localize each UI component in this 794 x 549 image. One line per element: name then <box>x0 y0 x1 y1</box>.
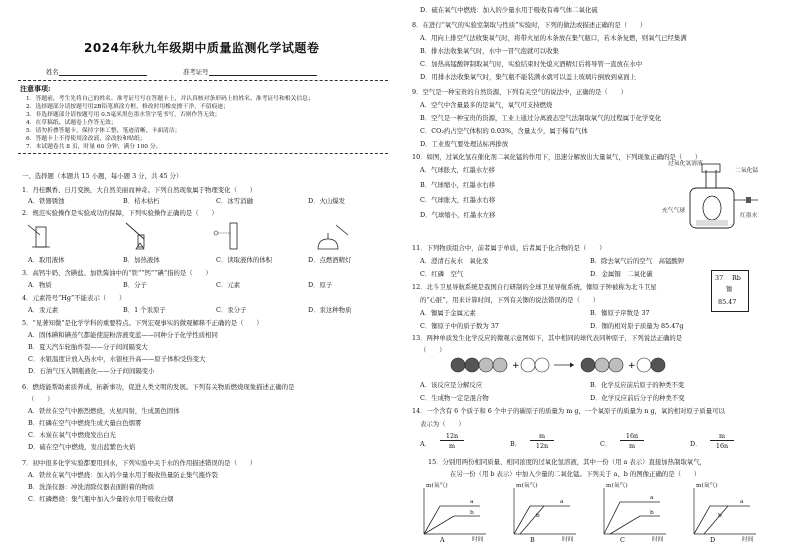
left-column <box>18 0 393 549</box>
option[interactable]: D．点燃酒精灯 <box>308 256 352 264</box>
question-stem-cont: 在另一份（用 b 表示）中加入少量的二氧化锰。下列关于 a、b 的图像正确的是（ ） <box>450 470 701 478</box>
section-heading: 一、选择题（本题共 15 小题，每小题 3 分，共 45 分） <box>22 172 183 180</box>
option[interactable]: D．工业废气要处理达标再排放 <box>420 140 509 148</box>
option-c[interactable]: C． <box>600 440 612 448</box>
option[interactable]: D．汞这种物质 <box>308 306 352 314</box>
notice-item: 2．选择题部分请按题号用2B铅笔填涂方框，修改时用橡皮擦干净，不留痕迹； <box>26 104 229 110</box>
option[interactable]: A．铁丝在空气中剧烈燃烧，火星四射，生成黑色固体 <box>28 407 180 415</box>
question-stem: 5．“见著知微”是化学学科的重要特点。下列宏观事实的微观解释不正确的是（ ） <box>22 319 263 327</box>
option[interactable]: C．CO₂约占空气体积的 0.03%，含量太少，属于稀有气体 <box>420 127 588 135</box>
element-name: 铷 <box>726 285 733 293</box>
fraction-denominator: m <box>628 442 636 450</box>
option[interactable]: A．铁器锈蚀 <box>28 197 65 205</box>
option[interactable]: D．硫在氧气中燃烧：加入的少量水用于吸收有毒气体二氧化硫 <box>420 6 598 14</box>
notice-title: 注意事项: <box>20 84 51 93</box>
lab-operation-figures <box>18 221 388 253</box>
notice-item: 7．本试题卷共 8 页，时量 60 分钟，满分 100 分。 <box>26 144 162 150</box>
option[interactable]: C．水银温度计放入热水中，水银柱升高——原子体积受热变大 <box>28 355 206 363</box>
notice-item: 1．答题前，考生先将自己的姓名、准考证号写在答题卡上，并认真核对条形码上的姓名、准考证号和相关信息； <box>26 96 314 102</box>
question-stem: 2．规范实验操作是实验成功的保障，下列实验操作正确的是（ ） <box>22 209 218 217</box>
graph-ylabel: m(氧气) <box>696 483 718 489</box>
graph-ylabel: m(氧气) <box>426 483 448 489</box>
curve-label: a <box>740 499 744 505</box>
fraction-numerator: 16n <box>620 432 644 441</box>
graph-d <box>694 488 756 534</box>
question-stem: 13．两种单质发生化学反应的微观示意图如下，其中相同的球代表同种原子，下列说法正确的是 <box>412 334 683 342</box>
ticket-field[interactable] <box>183 68 317 76</box>
curve-label: b <box>470 510 474 516</box>
reaction-diagram <box>450 355 710 375</box>
option[interactable]: C．生成物一定是混合物 <box>420 394 489 402</box>
option[interactable]: B．1 个汞原子 <box>123 306 166 314</box>
fraction-denominator: 16n <box>715 442 729 450</box>
graph-option[interactable]: A <box>440 536 445 544</box>
option[interactable]: C．气球胀大，红墨水右移 <box>420 196 496 204</box>
option[interactable]: D．用排水法收集氧气时，集气瓶不能装满水就可以盖上玻璃片倒放到桌面上 <box>420 73 637 81</box>
option[interactable]: B．加热液体 <box>123 256 160 264</box>
atomic-number: 37 <box>715 274 724 282</box>
option[interactable]: D．气球缩小，红墨水左移 <box>420 211 496 219</box>
option[interactable]: C．红磷燃烧：集气瓶中加入少量的水用于吸收白烟 <box>28 495 174 503</box>
option[interactable]: A．物质 <box>28 281 52 289</box>
graph-xlabel: 时间 <box>652 537 664 543</box>
question-stem-cont: 的“心脏”，用来计算时间，下列有关铷的说法错误的是（ ） <box>420 296 600 304</box>
atomic-mass: 85.47 <box>718 298 737 306</box>
option[interactable]: B．红磷在空气中燃烧生成大量白色烟雾 <box>28 419 142 427</box>
notice-item: 4．在草稿纸、试题卷上作答无效； <box>26 120 117 126</box>
option[interactable]: D．火山爆发 <box>308 197 346 205</box>
graph-c <box>604 488 666 534</box>
option[interactable]: B．分子 <box>123 281 147 289</box>
heat-liquid-figure <box>126 223 144 249</box>
alcohol-lamp-figure <box>318 225 348 249</box>
option[interactable]: A．澄清石灰水 氧化汞 <box>420 257 489 265</box>
question-stem: 9．空气是一种宝贵的自然资源，下列有关空气的说法中，正确的是（ ） <box>412 88 627 96</box>
figure-label: 二氧化锰 <box>735 168 759 174</box>
notice-item: 3．非选择题部分请按题号用 0.5毫米黑色墨水签字笔书写，否则作答无效； <box>26 112 221 118</box>
option[interactable]: C．汞分子 <box>216 306 247 314</box>
option-b[interactable]: B． <box>510 440 522 448</box>
question-stem: 14．一个含有 6 个质子和 6 个中子的碳原子的质量为 m g，一个氧原子的质量为 n g，氧的相对原子质量可以 <box>412 407 725 415</box>
oxygen-time-graphs <box>410 482 780 544</box>
curve-label: b <box>650 510 654 516</box>
option[interactable]: A．固体碘和碘蒸气都能使淀粉溶液变蓝——同种分子化学性质相同 <box>28 331 218 339</box>
graph-ylabel: m(氧气) <box>606 483 628 489</box>
graph-b <box>514 488 576 534</box>
question-stem: 1．丹桂飘香、日月变换，大自然美丽而神奇。下列自然现象属于物理变化（ ） <box>22 186 257 194</box>
option[interactable]: A．用向上排空气法收集氧气时，将带火星的木条放在集气瓶口，若木条复燃，则氧气已经集满 <box>420 34 687 42</box>
option[interactable]: A．气球胀大，红墨水左移 <box>420 166 495 174</box>
curve-label: a <box>650 495 654 501</box>
option[interactable]: A．取用液体 <box>28 256 65 264</box>
name-label: 姓名 <box>46 68 59 76</box>
question-stem: 11．下列物质组合中，前者属于单质，后者属于化合物的是（ ） <box>412 244 606 252</box>
option[interactable]: A．汞元素 <box>28 306 59 314</box>
page-title: 2024年秋九年级期中质量监测化学试题卷 <box>84 41 320 55</box>
option[interactable]: D．金属铜 二氧化碳 <box>590 270 653 278</box>
fraction-denominator: 12n <box>535 442 549 450</box>
option[interactable]: B．桔木枯朽 <box>123 197 160 205</box>
pour-liquid-figure <box>28 225 50 247</box>
svg-text:+: + <box>628 361 636 371</box>
answer-paren: （ ） <box>420 346 446 354</box>
option[interactable]: C．铷原子中的质子数为 37 <box>420 322 499 330</box>
question-stem: 4．元素符号“Hg”不能表示（ ） <box>22 294 126 302</box>
graph-option[interactable]: C <box>620 536 625 544</box>
element-symbol: Rb <box>732 274 741 282</box>
ticket-label: 准考证号 <box>183 68 209 76</box>
question-stem: 6．燃烧能帮助素质养成，拓新事功，促进人类文明的发展。下列有关物质燃烧现象描述正确的是 <box>22 383 295 391</box>
option[interactable]: B．气球缩小，红墨水右移 <box>420 181 495 189</box>
option[interactable]: D．化学反应前后分子的种类不变 <box>590 394 685 402</box>
option[interactable]: B．铷原子序数是 37 <box>590 309 650 317</box>
option[interactable]: B．洗涤仪器：冲洗清除仪器表面附着的物质 <box>28 483 155 491</box>
option[interactable]: A．铷属于金属元素 <box>420 309 476 317</box>
option[interactable]: B．排水法收集氧气时，水中一冒气泡就可以收集 <box>420 47 559 55</box>
graph-a <box>424 488 486 534</box>
fraction-numerator: 12n <box>440 432 464 441</box>
option[interactable]: C．读取液体的体积 <box>216 256 273 264</box>
option[interactable]: B．除去氧气后的空气 高锰酸钾 <box>590 257 685 265</box>
svg-text:+: + <box>512 361 520 371</box>
option[interactable]: B．化学反应前后原子的种类不变 <box>590 381 685 389</box>
answer-paren: （ ） <box>28 395 54 403</box>
question-stem: 15．分别用两份相同质量、相同浓度的过氧化氢溶液，其中一份（用 a 表示）直接加热制取氧气， <box>428 458 707 466</box>
curve-label: b <box>718 513 722 519</box>
figure-label: 充气气球 <box>662 208 686 214</box>
curve-label: a <box>560 499 564 505</box>
option[interactable]: A．空气中含量最多的是氧气，氧气可支持燃烧 <box>420 101 553 109</box>
divider <box>18 80 388 81</box>
option[interactable]: D．原子 <box>308 281 333 289</box>
right-column <box>410 0 784 549</box>
fraction-numerator: m <box>530 432 554 441</box>
option[interactable]: A．铁丝在氧气中燃烧：加入的少量水用于吸收热量防止集气瓶炸裂 <box>28 471 218 479</box>
option-a[interactable]: A． <box>420 440 432 448</box>
question-stem: 12．北斗卫星导航系统是我国自行研制的全球卫星导航系统，铷原子钟被称为北斗卫星 <box>412 283 657 291</box>
divider <box>18 153 388 154</box>
curve-label: b <box>536 513 540 519</box>
graph-ylabel: m(氧气) <box>516 483 538 489</box>
option[interactable]: D．铷的相对原子质量为 85.47g <box>590 322 684 330</box>
question-stem: 8．在进行“氧气的实验室制取与性质”实验时，下列的做法或描述正确的是（ ） <box>412 21 647 29</box>
name-field[interactable] <box>46 68 147 76</box>
figure-label: 过氧化氢溶液 <box>668 161 703 167</box>
option[interactable]: A．该反应是分解反应 <box>420 381 483 389</box>
graph-option[interactable]: D <box>710 536 716 544</box>
question-stem: 3．高钙牛奶、含碘盐、加铁酱油中的“铁”“钙”“碘”指的是（ ） <box>22 269 212 277</box>
notice-item: 6．答题卡上不得使用涂改液、涂改胶和贴纸； <box>26 136 146 142</box>
option[interactable]: C．冰雪消融 <box>216 197 253 205</box>
notice-item: 5．请勿折叠答题卡，保持字体工整、笔迹清晰、卡面清洁； <box>26 128 181 134</box>
read-volume-figure <box>214 223 237 249</box>
fraction-denominator: m <box>448 442 456 450</box>
element-cell-rb <box>711 270 749 312</box>
fraction-numerator: m <box>710 432 734 441</box>
question-stem: 7．初中很多化学实验都要用到水，下列实验中关于水的作用描述错误的是（ ） <box>22 459 257 467</box>
option[interactable]: B．空气是一种宝贵的资源，工业上通过分离液态空气法制取氧气的过程属于化学变化 <box>420 114 662 122</box>
curve-label: a <box>470 499 474 505</box>
question-stem-cont: 表示为（ ） <box>420 420 465 428</box>
option[interactable]: C．木炭在氧气中燃烧发出白光 <box>28 431 116 439</box>
option[interactable]: C．红磷 空气 <box>420 270 464 278</box>
graph-xlabel: 时间 <box>742 537 754 543</box>
option[interactable]: C．加热高锰酸钾制取氧气时，实验结束时先熄灭酒精灯后将导管一直放在水中 <box>420 60 643 68</box>
option[interactable]: D．石油气压入钢瓶液化——分子间间隔变小 <box>28 367 155 375</box>
option[interactable]: C．元素 <box>216 281 241 289</box>
option[interactable]: B．夏天汽车轮胎炸裂——分子间间隔变大 <box>28 343 148 351</box>
figure-label: 红墨水 <box>740 213 758 219</box>
option[interactable]: D．硫在空气中燃烧，发出蓝紫色火焰 <box>28 443 136 451</box>
graph-xlabel: 时间 <box>472 537 484 543</box>
graph-xlabel: 时间 <box>562 537 574 543</box>
option-d[interactable]: D． <box>690 440 702 448</box>
question-stem: 10．如图，过氧化氢在催化剂二氧化锰的作用下，迅速分解放出大量氧气，下列现象正确的是（ ） <box>412 153 702 161</box>
graph-option[interactable]: B <box>530 536 535 544</box>
